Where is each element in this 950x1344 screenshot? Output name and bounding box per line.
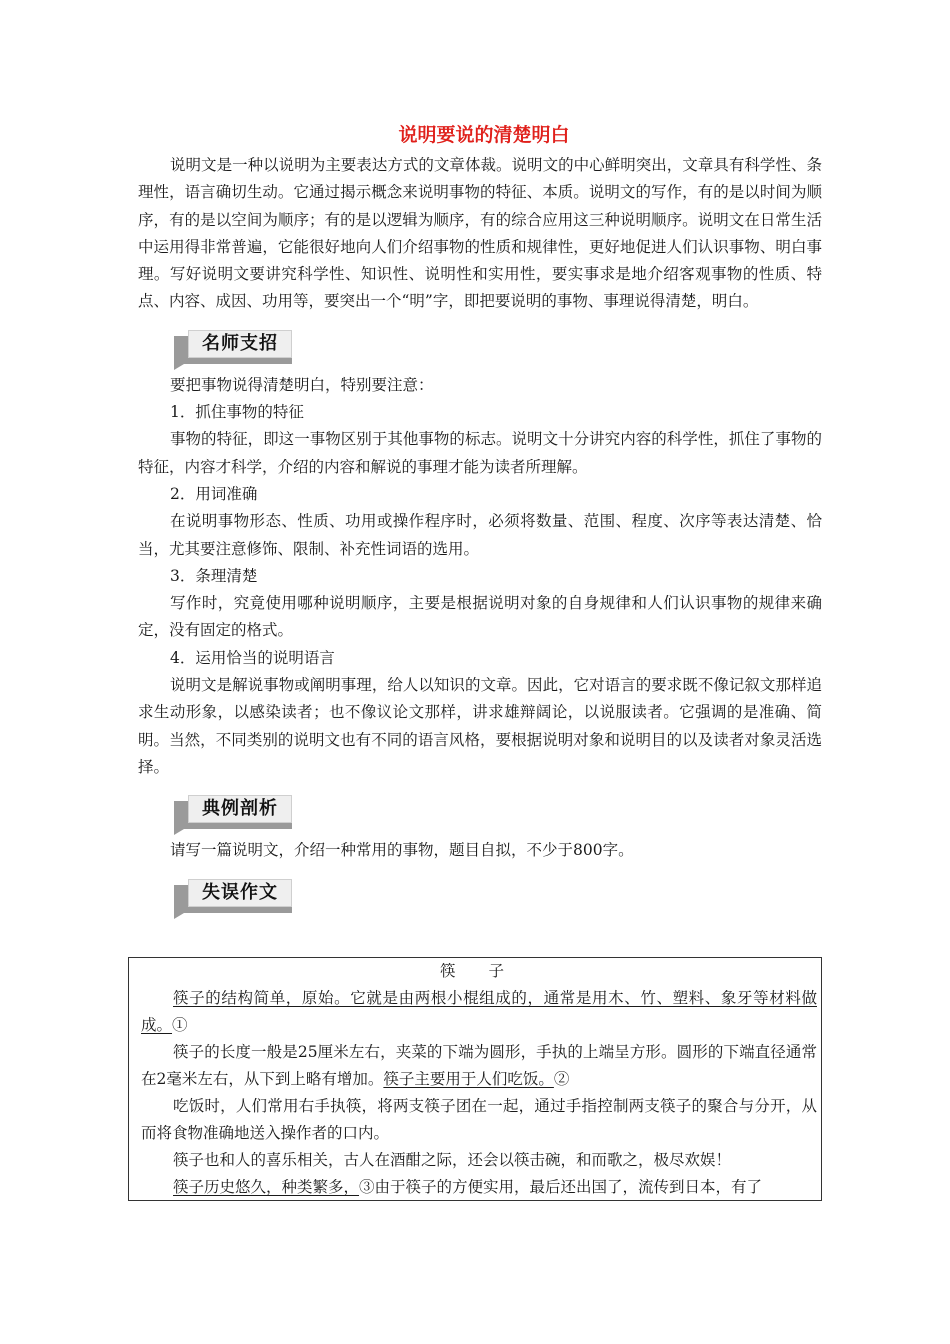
essay-paragraph [141, 1039, 817, 1093]
essay-paragraph: 吃饭时，人们常用右手执筷，将两支筷子团在一起，通过手指控制两支筷子的聚合与分开，从而将食物准确地送入操作者的口内。 [141, 1097, 817, 1142]
tip-heading: 1．抓住事物的特征 [170, 403, 304, 422]
tip-body: 在说明事物形态、性质、功用或操作程序时，必须将数量、范围、程度、次序等表达清楚、恰当，尤其要注意修饰、限制、补充性词语的选用。 [138, 512, 822, 558]
essay-paragraph [141, 985, 817, 1039]
tip-heading: 2．用词准确 [170, 484, 258, 503]
label-text: 失误作文 [188, 879, 292, 907]
underlined-text: 筷子的结构简单，原始。它就是由两根小棍组成的，通常是用木、竹、塑料、象牙等材料做成。 [141, 989, 817, 1034]
label-text: 名师支招 [188, 330, 292, 358]
essay-paragraph [141, 1174, 817, 1201]
plain-text: 筷子的长度一般是25厘米左右，夹菜的下端为圆形，手执的上端呈方形。圆形的下端直径通常在2毫米左右，从下到上略有增加。 [141, 1043, 817, 1088]
example-prompt: 请写一篇说明文，介绍一种常用的事物，题目自拟，不少于800字。 [170, 841, 634, 860]
section-label-example [174, 795, 294, 827]
tip-heading: 4．运用恰当的说明语言 [170, 648, 335, 667]
intro-paragraph: 说明文是一种以说明为主要表达方式的文章体裁。说明文的中心鲜明突出，文章具有科学性、条理性，语言确切生动。它通过揭示概念来说明事物的特征、本质。说明文的写作，有的是以时间为顺序，有的是以空间为顺序；有的是以逻辑为顺序，有的综合应用这三种说明顺序。说明文在日常生活中运用得非常普遍，它能很好地向人们介绍事物的性质和规律性，更好地促进人们认识事物、明白事理。写好说明文要讲究科学性、知识性、说明性和实用性，要实事求是地介绍客观事物的性质、特点、内容、成因、功用等，要突出一个“明”字，即把要说明的事物、事理说得清楚，明白。 [138, 156, 822, 311]
tips-lead: 要把事物说得清楚明白，特别要注意： [170, 375, 434, 394]
plain-text: 由于筷子的方便实用，最后还出国了，流传到日本，有了 [374, 1178, 763, 1196]
document-page [138, 118, 822, 921]
tip-heading: 3．条理清楚 [170, 566, 258, 585]
page-title: 说明要说的清楚明白 [398, 124, 570, 146]
section-label-tips [174, 330, 294, 362]
label-text: 典例剖析 [188, 795, 292, 823]
annotation-mark: ① [172, 1016, 188, 1034]
essay-box [128, 957, 822, 1201]
tip-body: 说明文是解说事物或阐明事理，给人以知识的文章。因此，它对语言的要求既不像记叙文那样追求生动形象，以感染读者；也不像议论文那样，讲求雄辩阔论，以说服读者。它强调的是准确、简明。当然，不同类别的说明文也有不同的语言风格，要根据说明对象和说明目的以及读者对象灵活选择。 [138, 676, 822, 776]
tip-body: 事物的特征，即这一事物区别于其他事物的标志。说明文十分讲究内容的科学性，抓住了事物的特征，内容才科学，介绍的内容和解说的事理才能为读者所理解。 [138, 430, 822, 476]
tip-body: 写作时，究竟使用哪种说明顺序，主要是根据说明对象的自身规律和人们认识事物的规律来确定，没有固定的格式。 [138, 594, 822, 640]
annotation-mark: ③ [359, 1178, 375, 1196]
annotation-mark: ② [553, 1070, 570, 1088]
underlined-text: 筷子历史悠久，种类繁多， [173, 1178, 360, 1196]
essay-paragraph: 筷子也和人的喜乐相关，古人在酒酣之际，还会以筷击碗，和而歌之，极尽欢娱！ [173, 1151, 732, 1169]
section-label-flawed [174, 879, 294, 911]
essay-title: 筷 子 [440, 962, 518, 980]
underlined-text: 筷子主要用于人们吃饭。 [383, 1070, 554, 1088]
